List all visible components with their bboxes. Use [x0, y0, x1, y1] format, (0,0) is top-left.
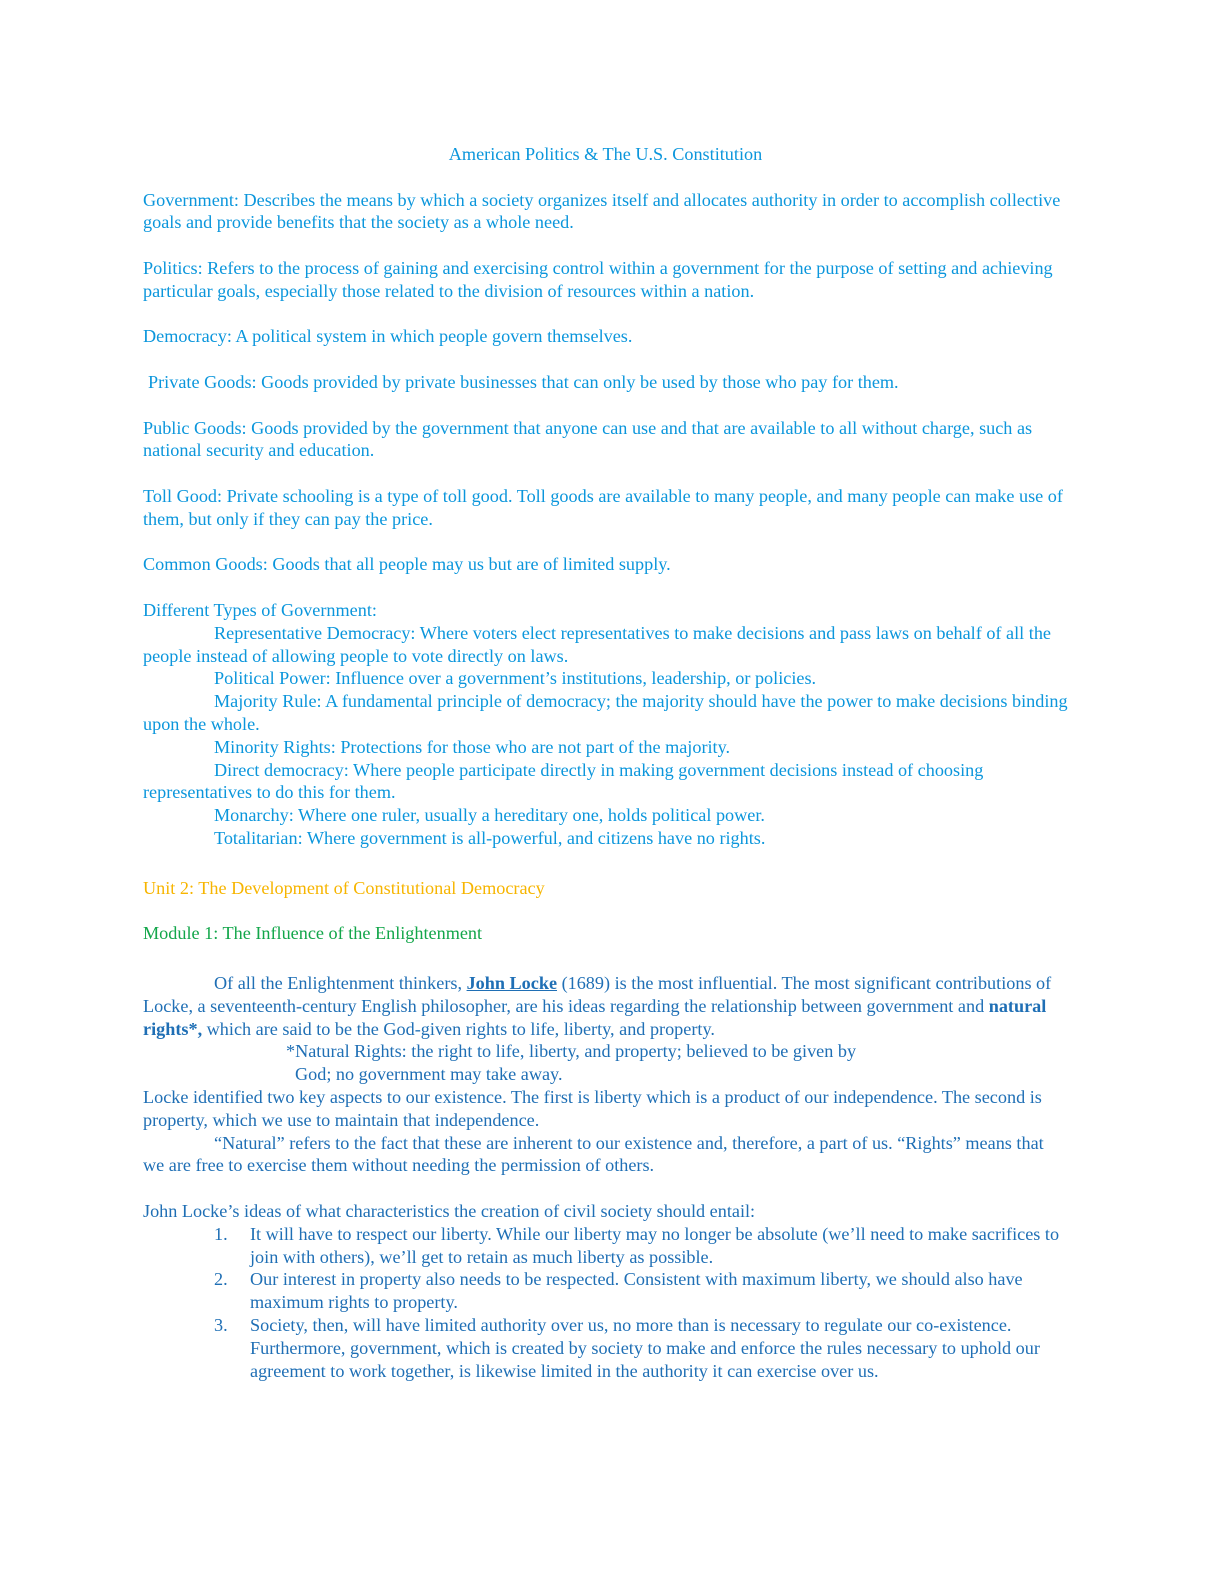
- definition-toll-good: Toll Good: Private schooling is a type of toll good. Toll goods are available to many people, and many people can make use of them, but only if they can pay the price.: [143, 485, 1063, 529]
- unit-heading: Unit 2: The Development of Constitutional Democracy: [143, 877, 545, 898]
- list-item: [143, 1268, 1068, 1314]
- definition-private-goods: Private Goods: Goods provided by private businesses that can only be used by those who pay for them.: [148, 371, 899, 392]
- type-political-power: Political Power: Influence over a government’s institutions, leadership, or policies.: [214, 668, 817, 689]
- locke-intro-pre: Of all the Enlightenment thinkers,: [214, 973, 467, 994]
- type-minority-rights: Minority Rights: Protections for those who are not part of the majority.: [214, 736, 731, 757]
- type-direct-democracy: Direct democracy: Where people participate directly in making government decisions instead of choosing representatives to do this for them.: [143, 759, 984, 803]
- definition-politics: Politics: Refers to the process of gaining and exercising control within a government for the purpose of setting and achieving particular goals, especially those related to the division of resources within a nation.: [143, 257, 1053, 301]
- list-text: Society, then, will have limited authority over us, no more than is necessary to regulate our co-existence. Furthermore, government, which is created by society to make and enforce the rules necessary to uphold our agreement to work together, is likewise limited in the authority it can exercise over us.: [250, 1315, 1040, 1381]
- definition-common-goods: Common Goods: Goods that all people may us but are of limited supply.: [143, 554, 671, 575]
- john-locke-link[interactable]: John Locke: [466, 973, 558, 994]
- list-number: 1.: [214, 1223, 228, 1244]
- definition-public-goods: Public Goods: Goods provided by the government that anyone can use and that are available to all without charge, such as national security and education.: [143, 417, 1033, 461]
- list-item: [143, 1314, 1068, 1382]
- list-text: Our interest in property also needs to be respected. Consistent with maximum liberty, we should also have maximum rights to property.: [250, 1269, 1023, 1313]
- locke-intro-mid: (1689) is the most influential. The most significant contributions of Locke, a seventeenth-century English philosopher, are his ideas regarding the relationship between government and: [143, 973, 1052, 1016]
- locke-ideas-heading: John Locke’s ideas of what characteristics the creation of civil society should entail:: [143, 1201, 756, 1222]
- list-number: 3.: [214, 1315, 228, 1336]
- locke-ideas-list: [143, 1223, 1068, 1383]
- list-number: 2.: [214, 1269, 228, 1290]
- type-totalitarian: Totalitarian: Where government is all-powerful, and citizens have no rights.: [214, 827, 766, 848]
- type-monarchy: Monarchy: Where one ruler, usually a hereditary one, holds political power.: [214, 805, 765, 826]
- module-heading: Module 1: The Influence of the Enlightenment: [143, 923, 483, 944]
- list-text: It will have to respect our liberty. While our liberty may no longer be absolute (we’ll need to make sacrifices to join with others), we’ll get to retain as much liberty as possible.: [250, 1223, 1060, 1267]
- document-body: [143, 143, 1068, 1382]
- locke-aspects: Locke identified two key aspects to our existence. The first is liberty which is a product of our independence. The second is property, which we use to maintain that independence.: [143, 1087, 1042, 1130]
- type-majority-rule: Majority Rule: A fundamental principle of democracy; the majority should have the power to make decisions binding upon the whole.: [143, 691, 1068, 734]
- natural-rights-explanation: “Natural” refers to the fact that these are inherent to our existence and, therefore, a part of us. “Rights” means that we are free to exercise them without needing the permission of others.: [143, 1132, 1044, 1176]
- list-item: [143, 1223, 1068, 1269]
- natural-rights-term: natural rights*,: [143, 995, 1047, 1039]
- type-representative-democracy: Representative Democracy: Where voters elect representatives to make decisions and pass laws on behalf of all the people instead of allowing people to vote directly on laws.: [143, 622, 1051, 666]
- footnote-line-1: *Natural Rights: the right to life, liberty, and property; believed to be given by: [286, 1041, 857, 1062]
- definition-democracy: Democracy: A political system in which people govern themselves.: [143, 326, 633, 347]
- footnote-line-2: God; no government may take away.: [295, 1064, 563, 1085]
- locke-intro-post: which are said to be the God-given rights to life, liberty, and property.: [202, 1018, 715, 1039]
- locke-section: [143, 972, 1068, 1382]
- definition-government: Government: Describes the means by which a society organizes itself and allocates authority in order to accomplish collective goals and provide benefits that the society as a whole need.: [143, 189, 1061, 233]
- types-heading: Different Types of Government:: [143, 599, 377, 620]
- document-title: American Politics & The U.S. Constitution: [448, 144, 763, 164]
- locke-intro: [143, 972, 1068, 1040]
